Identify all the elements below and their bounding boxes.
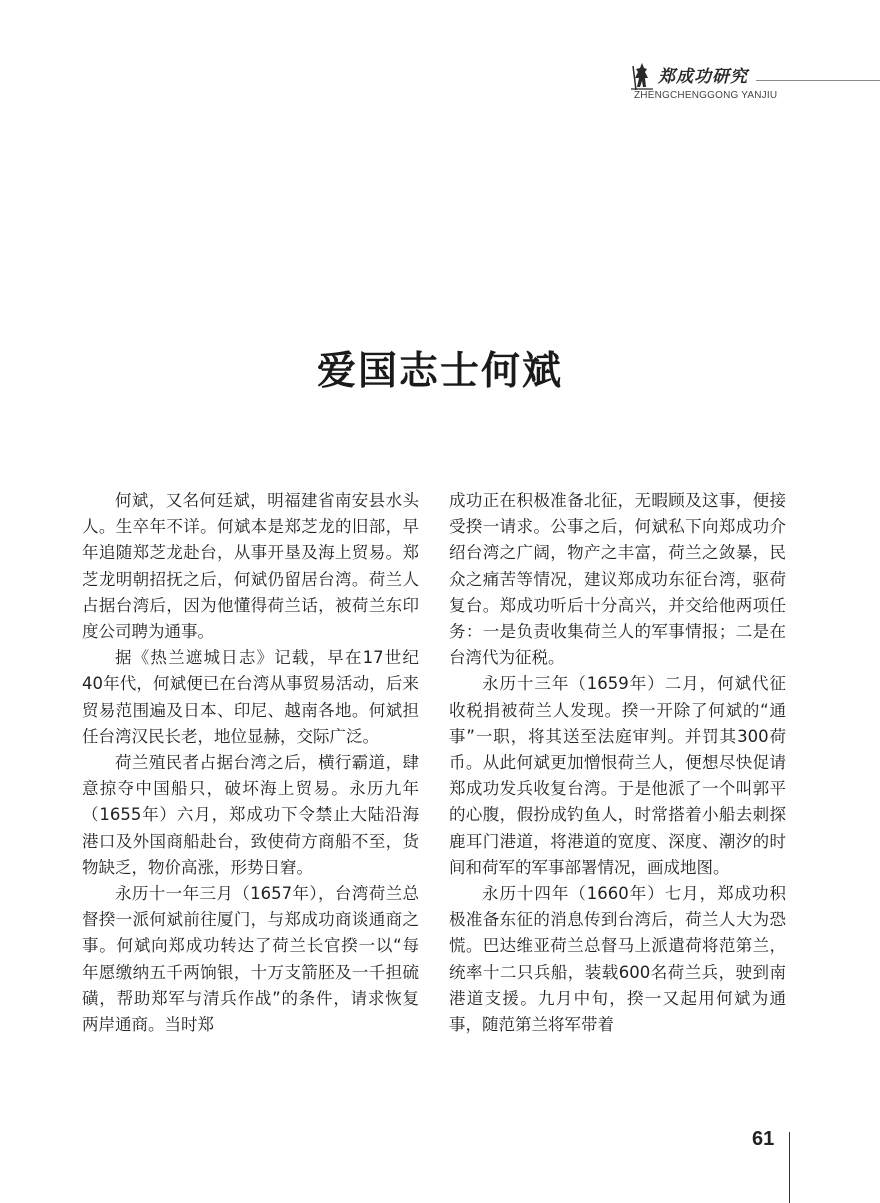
paragraph: 据《热兰遮城日志》记载，早在17世纪40年代，何斌便已在台湾从事贸易活动，后来贸易范围遍及日本、印尼、越南各地。何斌担任台湾汉民长老，地位显赫，交际广泛。: [82, 648, 419, 746]
page-number-divider: [789, 1132, 790, 1203]
running-header: [628, 60, 880, 106]
paragraph: 永历十四年（1660年）七月，郑成功积极准备东征的消息传到台湾后，荷兰人大为恐慌。巴达维亚荷兰总督马上派遣荷将范第兰，统率十二只兵船，装载600名荷兰兵，驶到南港道支援。九月中旬，揆一又起用何斌为通事，随范第兰将军带着: [449, 884, 786, 1035]
warrior-figure-icon: [628, 60, 656, 92]
left-column: [82, 488, 419, 1038]
journal-subtitle: ZHENGCHENGGONG YANJIU: [634, 90, 778, 101]
article-title: 爱国志士何斌: [316, 349, 563, 395]
paragraph: 荷兰殖民者占据台湾之后，横行霸道，肆意掠夺中国船只，破坏海上贸易。永历九年（1655年）六月，郑成功下令禁止大陆沿海港口及外国商船赴台，致使荷方商船不至，货物缺乏，物价高涨，形势日窘。: [82, 753, 419, 877]
header-divider: [756, 80, 880, 81]
paragraph: 成功正在积极准备北征，无暇顾及这事，便接受揆一请求。公事之后，何斌私下向郑成功介绍台湾之广阔，物产之丰富，荷兰之敛暴，民众之痛苦等情况，建议郑成功东征台湾，驱荷复台。郑成功听后十分高兴，并交给他两项任务：一是负责收集荷兰人的军事情报；二是在台湾代为征税。: [449, 491, 786, 668]
paragraph: 何斌，又名何廷斌，明福建省南安县水头人。生卒年不详。何斌本是郑芝龙的旧部，早年追随郑芝龙赴台，从事开垦及海上贸易。郑芝龙明朝招抚之后，何斌仍留居台湾。荷兰人占据台湾后，因为他懂得荷兰话，被荷兰东印度公司聘为通事。: [82, 491, 419, 642]
paragraph: 永历十三年（1659年）二月，何斌代征收税捐被荷兰人发现。揆一开除了何斌的“通事”一职，将其送至法庭审判。并罚其300荷币。从此何斌更加憎恨荷兰人，便想尽快促请郑成功发兵收复台湾。于是他派了一个叫郭平的心腹，假扮成钓鱼人，时常搭着小船去刺探鹿耳门港道，将港道的宽度、深度、潮汐的时间和荷军的军事部署情况，画成地图。: [449, 674, 786, 877]
page-number: 61: [752, 1128, 775, 1150]
journal-title: 郑成功研究: [658, 67, 748, 87]
paragraph: 永历十一年三月（1657年），台湾荷兰总督揆一派何斌前往厦门，与郑成功商谈通商之事。何斌向郑成功转达了荷兰长官揆一以“每年愿缴纳五千两饷银，十万支箭胚及一千担硫磺，帮助郑军与清兵作战”的条件，请求恢复两岸通商。当时郑: [82, 884, 419, 1035]
right-column: [449, 488, 786, 1038]
